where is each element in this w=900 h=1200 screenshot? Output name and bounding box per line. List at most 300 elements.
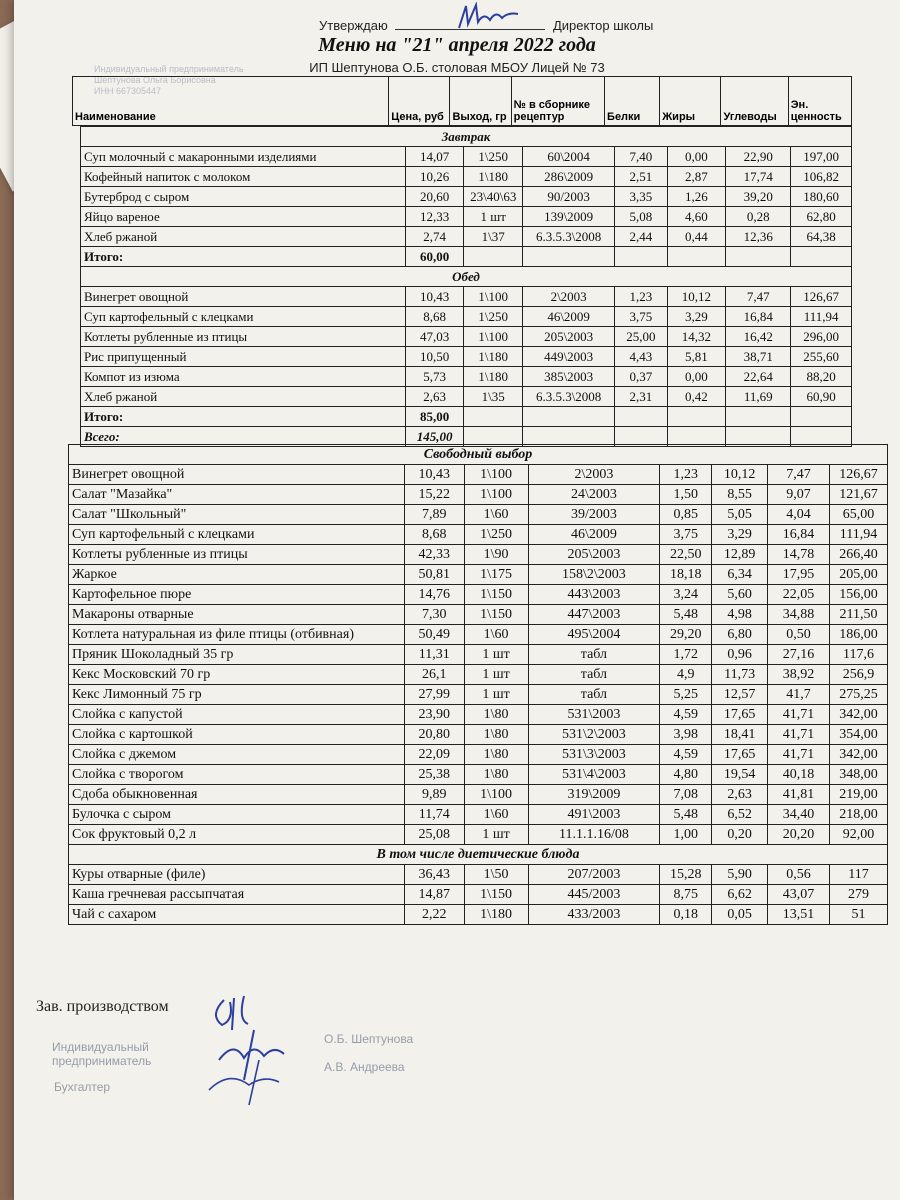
col-protein: Белки [605,77,660,126]
dish-value: 40,18 [768,765,830,785]
dish-value: 348,00 [830,765,888,785]
dish-value: 38,92 [768,665,830,685]
total-value: 85,00 [405,407,464,427]
dish-name: Рис припущенный [81,347,406,367]
table-row [81,387,852,407]
dish-value: 256,9 [830,665,888,685]
dish-value: 117 [830,865,888,885]
menu-table-free [68,444,888,925]
dish-value: 29,20 [660,625,712,645]
dish-name: Булочка с сыром [69,805,405,825]
dish-value: 23,90 [404,705,464,725]
total-label: Итого: [81,407,406,427]
dish-value: 27,99 [404,685,464,705]
dish-value: 7,08 [660,785,712,805]
dish-value: 3,29 [667,307,726,327]
table-row [81,287,852,307]
dish-name: Котлета натуральная из филе птицы (отбивная) [69,625,405,645]
dish-name: Винегрет овощной [81,287,406,307]
dish-name: Кекс Московский 70 гр [69,665,405,685]
dish-value: 6,80 [712,625,768,645]
table-row [69,585,888,605]
dish-value: 1 шт [464,645,528,665]
dish-value: 50,81 [404,565,464,585]
empty-cell [464,407,523,427]
dish-value: 1 шт [464,665,528,685]
table-row [69,725,888,745]
dish-value: 14,78 [768,545,830,565]
dish-value: 5,25 [660,685,712,705]
empty-cell [667,407,726,427]
table-row [69,865,888,885]
table-row [69,685,888,705]
dish-value: 219,00 [830,785,888,805]
empty-cell [615,247,667,267]
dish-name: Слойка с капустой [69,705,405,725]
col-energy: Эн. ценность [788,77,851,126]
col-recipe: № в сборнике рецептур [511,77,604,126]
dish-value: 92,00 [830,825,888,845]
dish-value: 16,84 [768,525,830,545]
table-row [81,187,852,207]
dish-name: Котлеты рубленные из птицы [69,545,405,565]
dish-value: 1\150 [464,605,528,625]
dish-value: 9,07 [768,485,830,505]
dish-name: Суп картофельный с клецками [69,525,405,545]
dish-value: 354,00 [830,725,888,745]
dish-value: 4,43 [615,347,667,367]
dish-value: табл [528,665,660,685]
dish-value: 531\2003 [528,705,660,725]
dish-value: 6,62 [712,885,768,905]
dish-value: 3,98 [660,725,712,745]
column-headers [72,76,852,126]
dish-value: 5,73 [405,367,464,387]
dish-value: 41,71 [768,745,830,765]
dish-value: 34,88 [768,605,830,625]
dish-value: 17,74 [726,167,791,187]
production-head-label: Зав. производством [36,998,169,1015]
dish-value: 18,18 [660,565,712,585]
section-title: В том числе диетические блюда [69,845,888,865]
accountant-label: Бухгалтер [54,1080,111,1094]
dish-value: 1\60 [464,805,528,825]
dish-value: 10,43 [405,287,464,307]
dish-name: Салат "Мазайка" [69,485,405,505]
dish-value: 46\2009 [528,525,660,545]
dish-value: 4,04 [768,505,830,525]
dish-value: 9,89 [404,785,464,805]
stamp-line: ИНН 667305447 [94,86,162,96]
dish-value: 1\180 [464,367,523,387]
dish-value: 443\2003 [528,585,660,605]
dish-value: 25,08 [404,825,464,845]
table-row [81,307,852,327]
dish-value: 197,00 [791,147,852,167]
dish-value: 60\2004 [523,147,615,167]
dish-value: 88,20 [791,367,852,387]
dish-value: 25,00 [615,327,667,347]
director-label: Директор школы [552,18,654,33]
empty-cell [791,407,852,427]
dish-value: 1,72 [660,645,712,665]
dish-value: 8,68 [404,525,464,545]
col-carbs: Углеводы [721,77,788,126]
dish-value: 17,95 [768,565,830,585]
dish-value: 50,49 [404,625,464,645]
table-row [69,605,888,625]
dish-value: 207/2003 [528,865,660,885]
dish-value: 20,80 [404,725,464,745]
dish-value: 1\150 [464,585,528,605]
empty-cell [615,407,667,427]
dish-value: 0,42 [667,387,726,407]
dish-value: 0,00 [667,147,726,167]
dish-value: 22,05 [768,585,830,605]
dish-value: 4,60 [667,207,726,227]
empty-cell [523,247,615,267]
dish-value: 8,68 [405,307,464,327]
dish-value: 10,26 [405,167,464,187]
dish-value: 5,90 [712,865,768,885]
dish-value: 1\250 [464,525,528,545]
table-row [69,805,888,825]
dish-value: 2,63 [405,387,464,407]
dish-value: 6,34 [712,565,768,585]
dish-value: 1\250 [464,307,523,327]
table-row [69,885,888,905]
dish-value: 1\180 [464,347,523,367]
dish-value: 126,67 [791,287,852,307]
col-price: Цена, руб [389,77,450,126]
empty-cell [667,247,726,267]
dish-value: 279 [830,885,888,905]
table-row [69,745,888,765]
dish-value: 6.3.5.3\2008 [523,387,615,407]
dish-value: 0,50 [768,625,830,645]
dish-value: 14,07 [405,147,464,167]
total-value: 60,00 [405,247,464,267]
dish-value: 11,69 [726,387,791,407]
dish-name: Кекс Лимонный 75 гр [69,685,405,705]
dish-value: 38,71 [726,347,791,367]
dish-name: Кофейный напиток с молоком [81,167,406,187]
dish-name: Салат "Школьный" [69,505,405,525]
dish-value: 47,03 [405,327,464,347]
dish-value: 342,00 [830,745,888,765]
dish-value: 0,37 [615,367,667,387]
dish-value: 2,74 [405,227,464,247]
dish-value: 111,94 [830,525,888,545]
dish-value: 3,24 [660,585,712,605]
dish-value: 10,50 [405,347,464,367]
stamp-line: Индивидуальный предприниматель [94,64,244,74]
table-row [69,905,888,925]
dish-value: 1 шт [464,207,523,227]
section-header-row [81,267,852,287]
dish-value: 65,00 [830,505,888,525]
dish-value: 1\60 [464,505,528,525]
dish-value: 39/2003 [528,505,660,525]
table-row [69,625,888,645]
dish-name: Котлеты рубленные из птицы [81,327,406,347]
section-header-row [69,845,888,865]
dish-value: 1\180 [464,905,528,925]
dish-value: 7,89 [404,505,464,525]
dish-value: 16,84 [726,307,791,327]
dish-value: 7,47 [768,465,830,485]
dish-value: 447\2003 [528,605,660,625]
dish-value: 22,09 [404,745,464,765]
dish-value: 445/2003 [528,885,660,905]
total-value: 145,00 [405,427,464,447]
dish-name: Картофельное пюре [69,585,405,605]
dish-value: 62,80 [791,207,852,227]
dish-value: 10,12 [712,465,768,485]
dish-name: Куры отварные (филе) [69,865,405,885]
dish-value: 1,00 [660,825,712,845]
dish-value: 180,60 [791,187,852,207]
dish-value: 4,98 [712,605,768,625]
table-row [69,485,888,505]
dish-value: 26,1 [404,665,464,685]
dish-value: 531\3\2003 [528,745,660,765]
dish-value: 11,73 [712,665,768,685]
dish-value: 342,00 [830,705,888,725]
dish-name: Сок фруктовый 0,2 л [69,825,405,845]
dish-value: 319\2009 [528,785,660,805]
dish-value: 205\2003 [523,327,615,347]
dish-value: 0,18 [660,905,712,925]
dish-value: 0,00 [667,367,726,387]
dish-value: 5,60 [712,585,768,605]
table-row [81,327,852,347]
dish-value: 2,22 [404,905,464,925]
dish-value: 449\2003 [523,347,615,367]
dish-value: 43,07 [768,885,830,905]
dish-value: 5,81 [667,347,726,367]
table-row [81,227,852,247]
dish-value: 39,20 [726,187,791,207]
dish-value: 8,75 [660,885,712,905]
page-subtitle: ИП Шептунова О.Б. столовая МБОУ Лицей № 73 [309,60,605,75]
dish-value: 186,00 [830,625,888,645]
section-header-row [81,127,852,147]
dish-name: Сдоба обыкновенная [69,785,405,805]
table-row [69,705,888,725]
dish-value: 0,28 [726,207,791,227]
dish-value: 531\4\2003 [528,765,660,785]
dish-value: 24\2003 [528,485,660,505]
dish-value: 433/2003 [528,905,660,925]
dish-value: 6.3.5.3\2008 [523,227,615,247]
signatory-names [324,1025,413,1081]
dish-name: Суп молочный с макаронными изделиями [81,147,406,167]
dish-value: 218,00 [830,805,888,825]
dish-value: 1\80 [464,745,528,765]
dish-value: 0,44 [667,227,726,247]
dish-value: 22,64 [726,367,791,387]
col-name: Наименование [73,77,389,126]
menu-table-main [80,126,852,447]
dish-name: Бутерброд с сыром [81,187,406,207]
signatory-name-1: О.Б. Шептунова [324,1032,414,1046]
dish-value: 15,22 [404,485,464,505]
dish-name: Чай с сахаром [69,905,405,925]
dish-value: 6,52 [712,805,768,825]
dish-value: 1 шт [464,825,528,845]
dish-value: 3,75 [615,307,667,327]
dish-value: 27,16 [768,645,830,665]
dish-value: 1\80 [464,705,528,725]
dish-value: 14,76 [404,585,464,605]
dish-value: 111,94 [791,307,852,327]
dish-value: 121,67 [830,485,888,505]
dish-name: Суп картофельный с клецками [81,307,406,327]
col-fat: Жиры [660,77,721,126]
dish-value: 13,51 [768,905,830,925]
dish-value: 2,63 [712,785,768,805]
dish-value: 4,80 [660,765,712,785]
dish-value: 205,00 [830,565,888,585]
dish-value: 266,40 [830,545,888,565]
table-row [69,545,888,565]
dish-value: 296,00 [791,327,852,347]
dish-name: Каша гречневая рассыпчатая [69,885,405,905]
dish-value: 1\180 [464,167,523,187]
section-title: Завтрак [81,127,852,147]
empty-cell [726,247,791,267]
empty-cell [464,247,523,267]
dish-value: 22,50 [660,545,712,565]
section-title: Обед [81,267,852,287]
dish-value: 0,05 [712,905,768,925]
dish-value: 1\100 [464,327,523,347]
section-title: Свободный выбор [69,445,888,465]
dish-value: 11,74 [404,805,464,825]
dish-value: 385\2003 [523,367,615,387]
dish-value: 20,20 [768,825,830,845]
table-row [69,665,888,685]
dish-value: 106,82 [791,167,852,187]
dish-value: 12,33 [405,207,464,227]
dish-value: 10,12 [667,287,726,307]
table-row [69,565,888,585]
table-row [69,465,888,485]
dish-value: 12,36 [726,227,791,247]
dish-value: 1\60 [464,625,528,645]
empty-cell [523,407,615,427]
dish-value: 0,20 [712,825,768,845]
dish-value: 1\150 [464,885,528,905]
dish-value: 7,40 [615,147,667,167]
section-header-row [69,445,888,465]
signatory-name-2: А.В. Андреева [324,1060,405,1074]
dish-name: Слойка с картошкой [69,725,405,745]
table-row [69,785,888,805]
dish-value: 1,50 [660,485,712,505]
dish-value: 12,89 [712,545,768,565]
menu-document [14,0,900,1200]
dish-value: 4,9 [660,665,712,685]
table-row [69,645,888,665]
dish-value: 255,60 [791,347,852,367]
dish-value: 46\2009 [523,307,615,327]
dish-value: 0,56 [768,865,830,885]
dish-name: Макароны отварные [69,605,405,625]
dish-value: 20,60 [405,187,464,207]
dish-value: 7,30 [404,605,464,625]
approve-label: Утверждаю [319,18,388,33]
dish-value: 495\2004 [528,625,660,645]
dish-value: 41,81 [768,785,830,805]
dish-value: 3,75 [660,525,712,545]
dish-value: 1\80 [464,765,528,785]
dish-value: 41,71 [768,725,830,745]
total-row [81,407,852,427]
page-title: Меню на "21" апреля 2022 года [318,34,596,56]
dish-value: 4,59 [660,745,712,765]
dish-value: 531\2\2003 [528,725,660,745]
table-row [81,147,852,167]
dish-value: 3,35 [615,187,667,207]
dish-value: 64,38 [791,227,852,247]
dish-value: 10,43 [404,465,464,485]
dish-value: 5,48 [660,805,712,825]
table-row [81,367,852,387]
dish-name: Яйцо вареное [81,207,406,227]
dish-value: 1\250 [464,147,523,167]
empty-cell [726,407,791,427]
table-row [81,207,852,227]
dish-value: 1\37 [464,227,523,247]
dish-value: 1 шт [464,685,528,705]
dish-value: 8,55 [712,485,768,505]
handwritten-signatures-icon [204,990,324,1110]
dish-value: 1\100 [464,465,528,485]
dish-value: 11,31 [404,645,464,665]
director-signature-icon [454,2,524,32]
dish-value: 3,29 [712,525,768,545]
dish-value: 211,50 [830,605,888,625]
dish-name: Жаркое [69,565,405,585]
dish-name: Компот из изюма [81,367,406,387]
dish-value: 16,42 [726,327,791,347]
dish-value: 11.1.1.16/08 [528,825,660,845]
dish-value: 14,32 [667,327,726,347]
dish-value: 23\40\63 [464,187,523,207]
dish-value: 156,00 [830,585,888,605]
dish-value: 34,40 [768,805,830,825]
dish-value: 117,6 [830,645,888,665]
dish-value: 15,28 [660,865,712,885]
dish-value: 1\100 [464,485,528,505]
total-label: Итого: [81,247,406,267]
dish-value: 4,59 [660,705,712,725]
dish-value: 5,05 [712,505,768,525]
dish-value: 1\100 [464,287,523,307]
dish-value: 42,33 [404,545,464,565]
table-row [81,167,852,187]
dish-value: 2\2003 [528,465,660,485]
dish-value: 14,87 [404,885,464,905]
dish-name: Слойка с творогом [69,765,405,785]
dish-value: табл [528,645,660,665]
dish-value: 0,85 [660,505,712,525]
dish-value: 1\175 [464,565,528,585]
dish-value: 25,38 [404,765,464,785]
dish-value: 2,31 [615,387,667,407]
